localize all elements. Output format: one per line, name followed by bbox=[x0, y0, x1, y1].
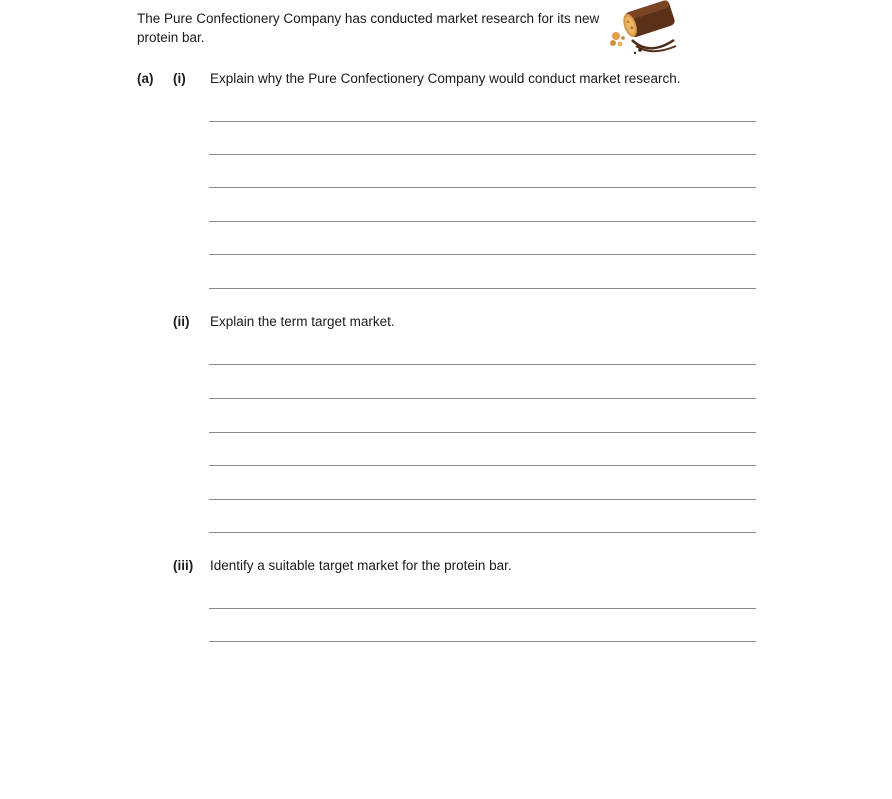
question-iii-label: (iii) bbox=[173, 558, 194, 573]
answer-line[interactable] bbox=[209, 608, 756, 609]
answer-line[interactable] bbox=[209, 288, 756, 289]
answer-line[interactable] bbox=[209, 364, 756, 365]
answer-line[interactable] bbox=[209, 641, 756, 642]
answer-line[interactable] bbox=[209, 432, 756, 433]
question-i-text: Explain why the Pure Confectionery Company would conduct market research. bbox=[210, 71, 681, 86]
part-label: (a) bbox=[137, 71, 154, 86]
protein-bar-image bbox=[604, 0, 678, 56]
answer-line[interactable] bbox=[209, 398, 756, 399]
answer-line[interactable] bbox=[209, 187, 756, 188]
question-ii-text: Explain the term target market. bbox=[210, 314, 395, 329]
answer-line[interactable] bbox=[209, 154, 756, 155]
question-iii-text: Identify a suitable target market for the protein bar. bbox=[210, 558, 512, 573]
answer-line[interactable] bbox=[209, 254, 756, 255]
answer-line[interactable] bbox=[209, 499, 756, 500]
answer-line[interactable] bbox=[209, 532, 756, 533]
answer-line[interactable] bbox=[209, 221, 756, 222]
question-ii-label: (ii) bbox=[173, 314, 190, 329]
intro-text: The Pure Confectionery Company has conducted market research for its new protein bar. bbox=[137, 11, 600, 45]
question-i-label: (i) bbox=[173, 71, 186, 86]
answer-line[interactable] bbox=[209, 121, 756, 122]
answer-line[interactable] bbox=[209, 465, 756, 466]
